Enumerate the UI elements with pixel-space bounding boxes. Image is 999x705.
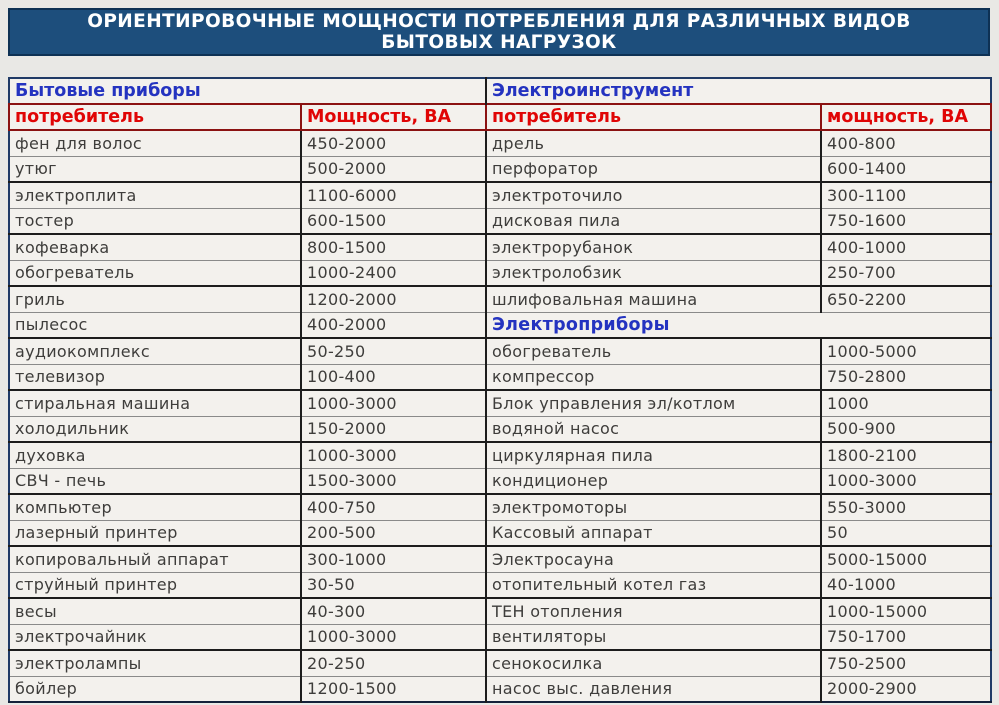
table-row: [9, 468, 991, 494]
tool-power-cell: 750-2500: [821, 650, 991, 676]
tool-power-cell: 1000-15000: [821, 598, 991, 624]
table-row: [9, 182, 991, 208]
table-row: [9, 286, 991, 312]
appliance-name-cell: бойлер: [9, 676, 301, 702]
appliance-power-cell: 150-2000: [301, 416, 486, 442]
tool-name-cell: кондиционер: [486, 468, 821, 494]
table-row: [9, 312, 991, 338]
appliance-power-cell: 30-50: [301, 572, 486, 598]
tool-name-cell: сенокосилка: [486, 650, 821, 676]
power-consumption-table: [8, 77, 992, 703]
tool-name-cell: дисковая пила: [486, 208, 821, 234]
column-header-power-right: мощность, ВА: [821, 104, 991, 130]
tool-power-cell: 1000: [821, 390, 991, 416]
tool-name-cell: электромоторы: [486, 494, 821, 520]
tool-name-cell: водяной насос: [486, 416, 821, 442]
appliance-name-cell: гриль: [9, 286, 301, 312]
table-row: [9, 442, 991, 468]
tool-power-cell: 550-3000: [821, 494, 991, 520]
appliance-name-cell: компьютер: [9, 494, 301, 520]
tool-name-cell: вентиляторы: [486, 624, 821, 650]
appliance-name-cell: телевизор: [9, 364, 301, 390]
appliance-power-cell: 1000-3000: [301, 442, 486, 468]
tool-name-cell: электрорубанок: [486, 234, 821, 260]
appliance-name-cell: весы: [9, 598, 301, 624]
tool-power-cell: 400-800: [821, 130, 991, 156]
page-title-line-2: БЫТОВЫХ НАГРУЗОК: [381, 32, 617, 53]
appliance-name-cell: копировальный аппарат: [9, 546, 301, 572]
group-header-powertools: Электроинструмент: [486, 78, 991, 104]
appliance-name-cell: фен для волос: [9, 130, 301, 156]
appliance-name-cell: электроплита: [9, 182, 301, 208]
tool-name-cell: компрессор: [486, 364, 821, 390]
appliance-power-cell: 1200-2000: [301, 286, 486, 312]
tool-power-cell: 2000-2900: [821, 676, 991, 702]
tool-power-cell: 250-700: [821, 260, 991, 286]
table-row: [9, 676, 991, 702]
page-title: [8, 8, 990, 56]
page-title-line-1: ОРИЕНТИРОВОЧНЫЕ МОЩНОСТИ ПОТРЕБЛЕНИЯ ДЛЯ РАЗЛИЧНЫХ ВИДОВ: [87, 11, 911, 32]
tool-power-cell: 1800-2100: [821, 442, 991, 468]
appliance-name-cell: холодильник: [9, 416, 301, 442]
table-row: [9, 572, 991, 598]
table-row: [9, 234, 991, 260]
appliance-power-cell: 1500-3000: [301, 468, 486, 494]
appliance-power-cell: 200-500: [301, 520, 486, 546]
appliance-power-cell: 600-1500: [301, 208, 486, 234]
table-row: [9, 156, 991, 182]
appliance-power-cell: 400-750: [301, 494, 486, 520]
table-row: [9, 390, 991, 416]
column-header-row: [9, 104, 991, 130]
appliance-power-cell: 500-2000: [301, 156, 486, 182]
tool-name-cell: обогреватель: [486, 338, 821, 364]
table-row: [9, 624, 991, 650]
tool-name-cell: циркулярная пила: [486, 442, 821, 468]
table-row: [9, 520, 991, 546]
table-row: [9, 260, 991, 286]
appliance-name-cell: СВЧ - печь: [9, 468, 301, 494]
tool-name-cell: дрель: [486, 130, 821, 156]
section-header-cell: Электроприборы: [486, 312, 991, 338]
appliance-name-cell: духовка: [9, 442, 301, 468]
group-header-household: Бытовые приборы: [9, 78, 486, 104]
tool-power-cell: 5000-15000: [821, 546, 991, 572]
table-row: [9, 416, 991, 442]
table-row: [9, 494, 991, 520]
column-header-consumer-left: потребитель: [9, 104, 301, 130]
appliance-power-cell: 300-1000: [301, 546, 486, 572]
tool-power-cell: 750-1700: [821, 624, 991, 650]
appliance-power-cell: 40-300: [301, 598, 486, 624]
tool-name-cell: ТЕН отопления: [486, 598, 821, 624]
tool-name-cell: Кассовый аппарат: [486, 520, 821, 546]
appliance-power-cell: 50-250: [301, 338, 486, 364]
appliance-name-cell: стиральная машина: [9, 390, 301, 416]
tool-name-cell: насос выс. давления: [486, 676, 821, 702]
appliance-name-cell: кофеварка: [9, 234, 301, 260]
appliance-power-cell: 800-1500: [301, 234, 486, 260]
table-row: [9, 546, 991, 572]
tool-name-cell: шлифовальная машина: [486, 286, 821, 312]
appliance-name-cell: утюг: [9, 156, 301, 182]
appliance-power-cell: 1000-3000: [301, 390, 486, 416]
tool-name-cell: электролобзик: [486, 260, 821, 286]
tool-power-cell: 1000-3000: [821, 468, 991, 494]
group-header-row: [9, 78, 991, 104]
tool-power-cell: 650-2200: [821, 286, 991, 312]
tool-power-cell: 600-1400: [821, 156, 991, 182]
appliance-power-cell: 1000-2400: [301, 260, 486, 286]
appliance-name-cell: аудиокомплекс: [9, 338, 301, 364]
tool-name-cell: электроточило: [486, 182, 821, 208]
appliance-power-cell: 1200-1500: [301, 676, 486, 702]
column-header-consumer-right: потребитель: [486, 104, 821, 130]
tool-power-cell: 300-1100: [821, 182, 991, 208]
column-header-power-left: Мощность, ВА: [301, 104, 486, 130]
tool-name-cell: перфоратор: [486, 156, 821, 182]
tool-power-cell: 750-1600: [821, 208, 991, 234]
table-row: [9, 650, 991, 676]
appliance-power-cell: 20-250: [301, 650, 486, 676]
tool-name-cell: отопительный котел газ: [486, 572, 821, 598]
tool-power-cell: 750-2800: [821, 364, 991, 390]
appliance-power-cell: 100-400: [301, 364, 486, 390]
appliance-name-cell: обогреватель: [9, 260, 301, 286]
appliance-power-cell: 450-2000: [301, 130, 486, 156]
table-row: [9, 598, 991, 624]
table-row: [9, 208, 991, 234]
appliance-name-cell: лазерный принтер: [9, 520, 301, 546]
tool-power-cell: 400-1000: [821, 234, 991, 260]
table-row: [9, 130, 991, 156]
table-row: [9, 364, 991, 390]
tool-name-cell: Блок управления эл/котлом: [486, 390, 821, 416]
table-row: [9, 338, 991, 364]
appliance-name-cell: электролампы: [9, 650, 301, 676]
tool-name-cell: Электросауна: [486, 546, 821, 572]
appliance-name-cell: тостер: [9, 208, 301, 234]
tool-power-cell: 40-1000: [821, 572, 991, 598]
table-body: [9, 130, 991, 702]
appliance-name-cell: пылесос: [9, 312, 301, 338]
tool-power-cell: 500-900: [821, 416, 991, 442]
appliance-name-cell: струйный принтер: [9, 572, 301, 598]
appliance-name-cell: электрочайник: [9, 624, 301, 650]
tool-power-cell: 1000-5000: [821, 338, 991, 364]
appliance-power-cell: 1000-3000: [301, 624, 486, 650]
appliance-power-cell: 1100-6000: [301, 182, 486, 208]
tool-power-cell: 50: [821, 520, 991, 546]
appliance-power-cell: 400-2000: [301, 312, 486, 338]
